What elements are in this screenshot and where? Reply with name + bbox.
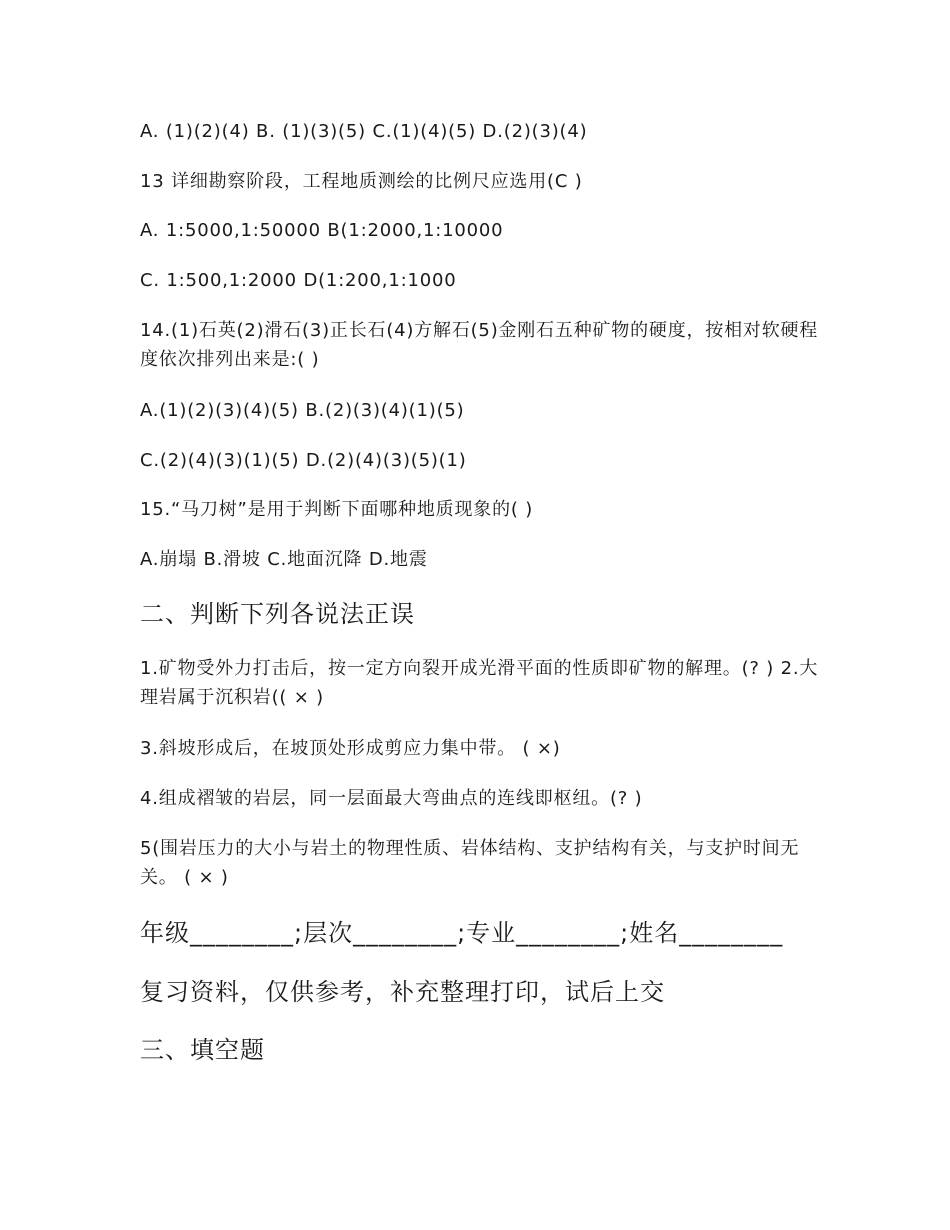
q15-question: 15.“马刀树”是用于判断下面哪种地质现象的( ) <box>140 499 534 520</box>
q14-options-cd: C.(2)(4)(3)(1)(5) D.(2)(4)(3)(5)(1) <box>140 450 467 471</box>
q14-question: 14.(1)石英(2)滑石(3)正长石(4)方解石(5)金刚石五种矿物的硬度，按相对软硬程度依次排列出来是:( ) <box>140 320 819 370</box>
judge-item-3: 3.斜坡形成后，在坡顶处形成剪应力集中带。 ( ×) <box>140 738 561 759</box>
section-3-heading: 三、填空题 <box>140 1036 265 1064</box>
q14-options-ab: A.(1)(2)(3)(4)(5) B.(2)(3)(4)(1)(5) <box>140 400 465 421</box>
judge-item-1-2: 1.矿物受外力打击后，按一定方向裂开成光滑平面的性质即矿物的解理。(? ) 2.大理岩属于沉积岩(( × ) <box>140 658 819 708</box>
q15-options: A.崩塌 B.滑坡 C.地面沉降 D.地震 <box>140 549 428 570</box>
q13-options-ab: A. 1:5000,1:50000 B(1:2000,1:10000 <box>140 220 504 241</box>
q13-question: 13 详细勘察阶段，工程地质测绘的比例尺应选用(C ) <box>140 171 583 192</box>
student-info-line: 年级________;层次________;专业________;姓名________ <box>140 919 784 947</box>
section-2-heading: 二、判断下列各说法正误 <box>140 600 415 628</box>
q13-options-cd: C. 1:500,1:2000 D(1:200,1:1000 <box>140 270 457 291</box>
q12-options: A. (1)(2)(4) B. (1)(3)(5) C.(1)(4)(5) D.(2)(3)(4) <box>140 121 588 142</box>
judge-item-4: 4.组成褶皱的岩层，同一层面最大弯曲点的连线即枢纽。(? ) <box>140 788 643 809</box>
review-notice: 复习资料，仅供参考，补充整理打印，试后上交 <box>140 978 665 1006</box>
judge-item-5: 5(围岩压力的大小与岩土的物理性质、岩体结构、支护结构有关，与支护时间无关。 ( × ) <box>140 838 800 888</box>
